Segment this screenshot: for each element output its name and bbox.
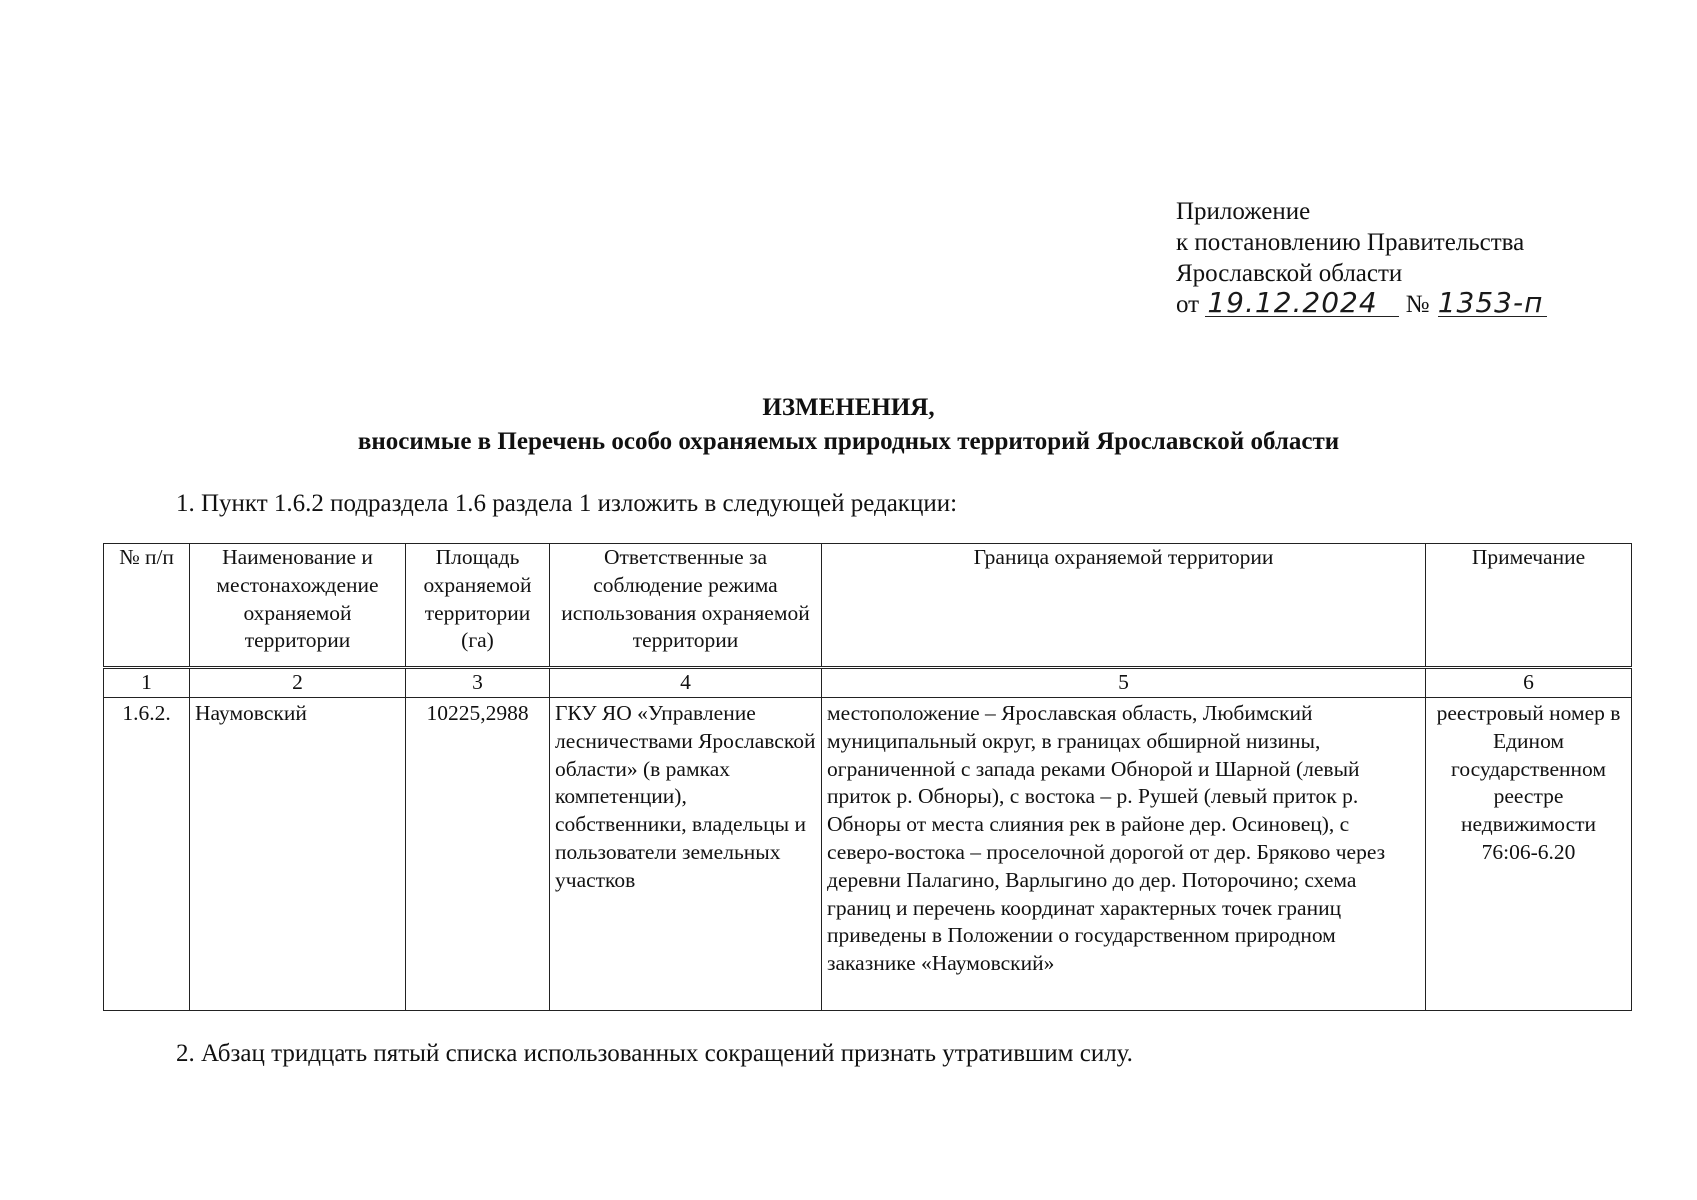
paragraph-2: 2. Абзац тридцать пятый списка использованных сокращений признать утратившим силу.	[176, 1040, 1133, 1067]
appendix-line-2: к постановлению Правительства	[1176, 229, 1525, 256]
appendix-line-1: Приложение	[1176, 198, 1311, 225]
appendix-line-3: Ярославской области	[1176, 260, 1403, 287]
appendix-block	[1176, 196, 1582, 320]
table-row	[104, 698, 1632, 1011]
header-boundary: Граница охраняемой территории	[822, 544, 1426, 668]
header-note: Примечание	[1426, 544, 1632, 668]
row-note: реестровый номер в Едином государственном реестре недвижимости 76:06-6.20	[1426, 698, 1632, 1011]
header-area: Площадь охраняемой территории (га)	[406, 544, 550, 668]
row-area: 10225,2988	[406, 698, 550, 1011]
paragraph-1: 1. Пункт 1.6.2 подраздела 1.6 раздела 1 изложить в следующей редакции:	[176, 490, 958, 517]
protected-areas-table	[103, 543, 1632, 1011]
header-responsible: Ответственные за соблюдение режима использования охраняемой территории	[550, 544, 822, 668]
column-number: 4	[550, 668, 822, 698]
row-responsible: ГКУ ЯО «Управление лесничествами Ярославской области» (в рамках компетенции), собственники, владельцы и пользователи земельных участков	[550, 698, 822, 1011]
column-number: 2	[190, 668, 406, 698]
column-number: 3	[406, 668, 550, 698]
row-number: 1.6.2.	[104, 698, 190, 1011]
handwritten-date: 19.12.2024	[1205, 290, 1399, 317]
appendix-from-label: от	[1176, 291, 1200, 318]
header-number: № п/п	[104, 544, 190, 668]
row-boundary: местоположение – Ярославская область, Любимский муниципальный округ, в границах обширной низины, ограниченной с запада реками Обнорой и Шарной (левый приток р. Обноры), с востока – р. Рушей (левый приток р. Обноры от места слияния рек в районе дер. Осиновец), с северо-востока – проселочной дорогой от дер. Бряково через деревни Палагино, Варлыгино до дер. Поторочино; схема границ и перечень координат характерных точек границ приведены в Положении о государственном природном заказнике «Наумовский»	[822, 698, 1426, 1011]
column-number: 5	[822, 668, 1426, 698]
column-number: 6	[1426, 668, 1632, 698]
column-numbers-row	[104, 668, 1632, 698]
table-header-row	[104, 544, 1632, 668]
header-name: Наименование и местонахождение охраняемой территории	[190, 544, 406, 668]
handwritten-number	[1436, 286, 1582, 319]
document-subtitle: вносимые в Перечень особо охраняемых природных территорий Ярославской области	[357, 428, 1340, 455]
column-number: 1	[104, 668, 190, 698]
number-sign: №	[1405, 291, 1430, 318]
appendix-date-line	[1176, 286, 1582, 320]
document-title: ИЗМЕНЕНИЯ,	[762, 394, 935, 421]
row-name: Наумовский	[190, 698, 406, 1011]
handwritten-number-text: 1353-п	[1438, 290, 1548, 317]
